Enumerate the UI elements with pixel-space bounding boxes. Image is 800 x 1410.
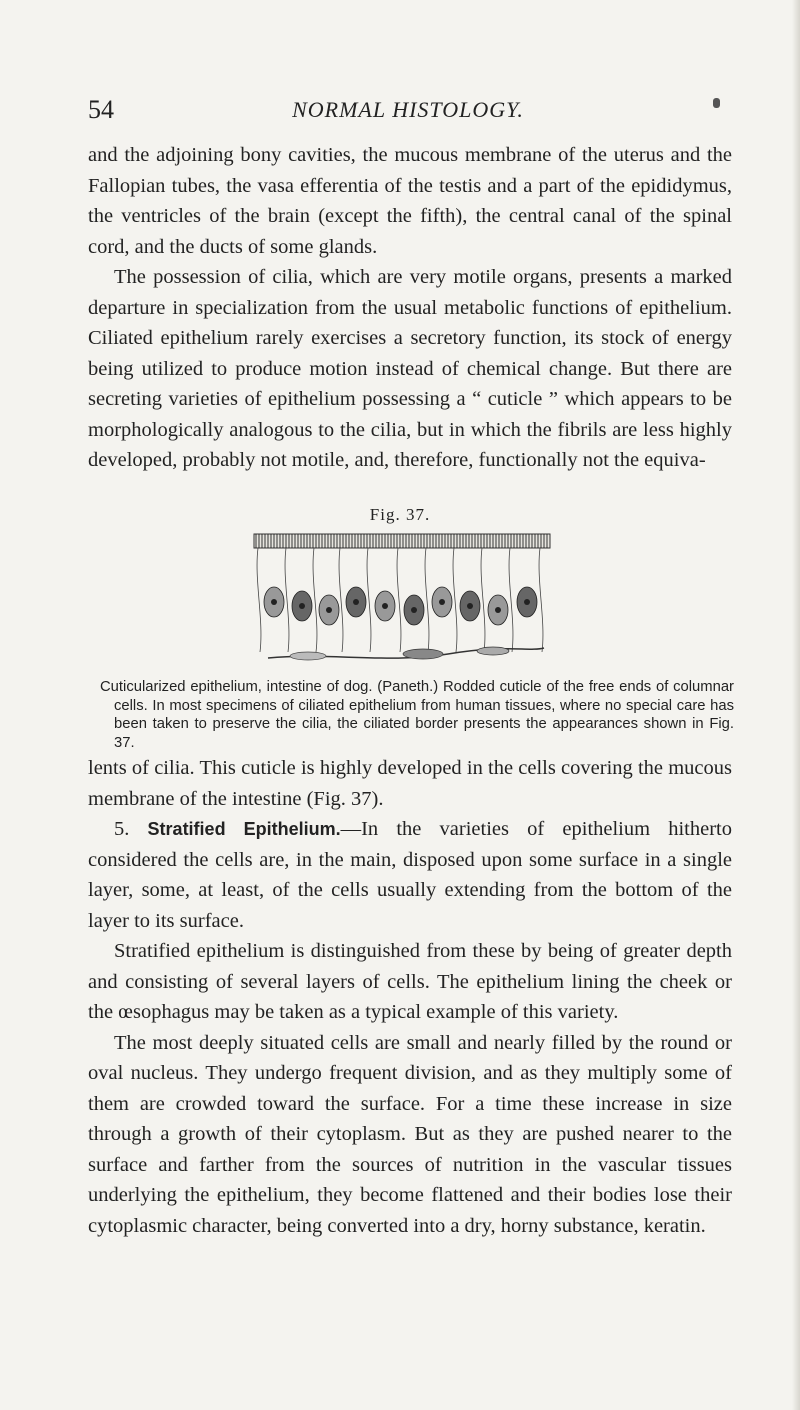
section-paragraph bbox=[88, 814, 732, 936]
section-number: 5. bbox=[114, 818, 130, 840]
section-heading: Stratified Epithelium. bbox=[147, 819, 341, 839]
cuticularized-epithelium-drawing bbox=[248, 530, 558, 670]
paragraph: Stratified epithelium is distinguished from these by being of greater depth and consisting of several layers of cells. The epithelium lining the cheek or the œsophagus may be taken as a typical example of this variety. bbox=[88, 940, 732, 1023]
text-block-top bbox=[88, 140, 732, 476]
figure-caption: Cuticularized epithelium, intestine of dog. (Paneth.) Rodded cuticle of the free ends of columnar cells. In most specimens of ciliated epithelium from human tissues, where no special care has been taken to preserve the cilia, the ciliated border presents the appearances shown in Fig. 37. bbox=[100, 679, 734, 751]
running-head: NORMAL HISTOLOGY. bbox=[292, 97, 524, 122]
section-text: —In the varieties of epithelium hitherto considered the cells are, in the main, disposed upon some surface in a single layer, some, at least, of the cells usually extending from the bottom of the layer to its surface. bbox=[88, 818, 732, 932]
figure-illustration bbox=[248, 530, 558, 670]
paragraph: lents of cilia. This cuticle is highly developed in the cells covering the mucous membrane of the intestine (Fig. 37). bbox=[88, 757, 732, 810]
paragraph: The possession of cilia, which are very motile organs, presents a marked departure in specialization from the usual metabolic functions of epithelium. Ciliated epithelium rarely exercises a secretory function, its stock of energy being utilized to produce motion instead of chemical change. But there are secreting varieties of epithelium possessing a “ cuticle ” which appears to be morphologically analogous to the cilia, but in which the fibrils are less highly developed, probably not motile, and, therefore, functionally not the equiva- bbox=[88, 266, 732, 471]
page-header bbox=[88, 95, 728, 135]
paragraph: The most deeply situated cells are small and nearly filled by the round or oval nucleus. They undergo frequent division, and as they multiply some of them are crowded toward the surface. For a time these increase in size through a growth of their cytoplasm. But as they are pushed nearer to the surface and farther from the sources of nutrition in the vascular tissues underlying the epithelium, they become flattened and their bodies lose their cytoplasmic character, being converted into a dry, horny substance, keratin. bbox=[88, 1031, 732, 1237]
text-block-bottom bbox=[88, 753, 732, 1241]
page-number: 54 bbox=[88, 95, 114, 124]
page-edge-shadow bbox=[792, 0, 800, 1410]
paragraph: and the adjoining bony cavities, the mucous membrane of the uterus and the Fallopian tubes, the vasa efferentia of the testis and a part of the epididymus, the ventricles of the brain (except the fifth), the central canal of the spinal cord, and the ducts of some glands. bbox=[88, 144, 732, 258]
figure-label: Fig. 37. bbox=[369, 505, 431, 524]
